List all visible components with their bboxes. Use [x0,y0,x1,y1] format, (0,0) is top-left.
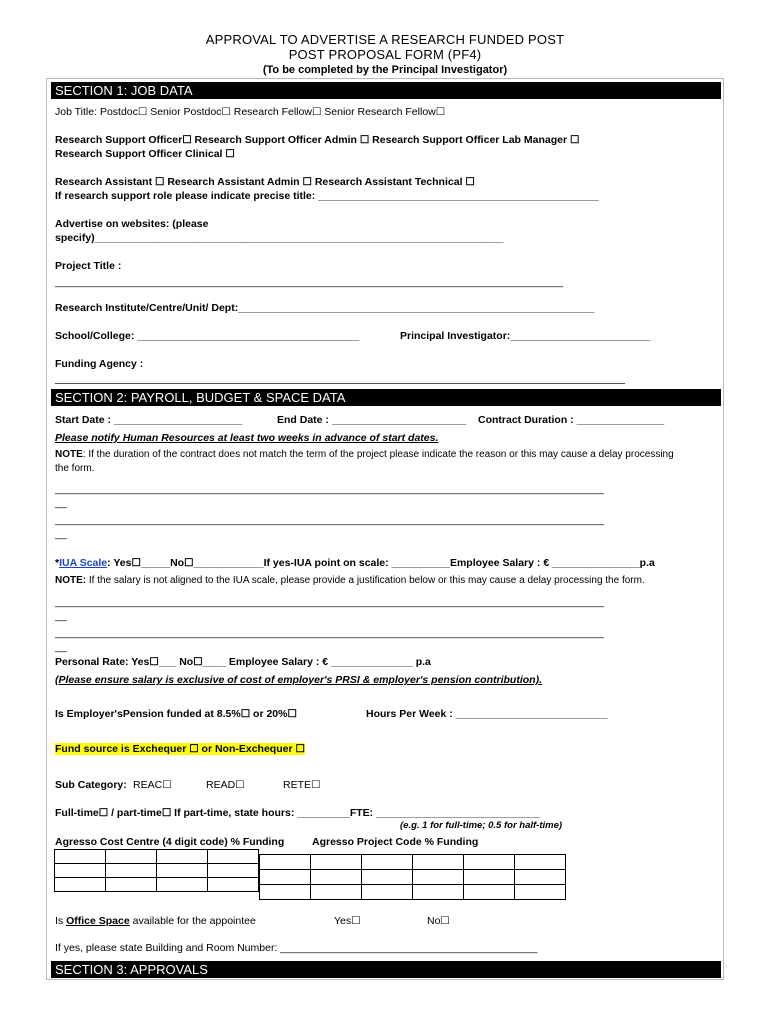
sub-category-label: Sub Category: [55,779,127,791]
form-subtitle: (To be completed by the Principal Investigator) [262,64,508,76]
office-space-question [55,915,256,927]
employment-type-row[interactable]: Full-time☐ / part-time☐ If part-time, state hours: _________FTE: ____________________________ [55,807,540,819]
office-space-link: Office Space [66,915,130,927]
reac-checkbox[interactable]: REAC☐ [133,779,172,791]
form-title-line1: APPROVAL TO ADVERTISE A RESEARCH FUNDED POST [205,32,565,47]
section3-heading: SECTION 3: APPROVALS [51,961,721,978]
funding-agency-label: Funding Agency : [55,358,144,370]
project-code-table[interactable] [259,854,566,900]
iua-scale-row[interactable] [55,557,655,569]
fund-source-row[interactable]: Fund source is Exchequer ☐ or Non-Exchequer ☐ [55,743,305,755]
salary-note-text: If the salary is not aligned to the IUA scale, please provide a justification below or this may cause a delay processing the form. [86,575,645,586]
salary-note [55,575,645,586]
fte-example: (e.g. 1 for full-time; 0.5 for half-time) [400,820,563,831]
research-support-options[interactable]: Research Support Officer☐ Research Support Officer Admin ☐ Research Support Officer Lab Manager ☐ [55,134,580,146]
pension-funding-row[interactable]: Is Employer'sPension funded at 8.5%☐ or 20%☐ [55,708,297,720]
end-date-field[interactable]: End Date : _______________________ [277,414,467,426]
notify-hr-note: Please notify Human Resources at least two weeks in advance of start dates. [55,432,439,444]
principal-investigator-field[interactable]: Principal Investigator:________________________ [400,330,651,342]
salary-justification-line2[interactable]: ______________________________________________________________________________________________ [55,627,604,639]
project-title-field[interactable]: _______________________________________________________________________________________ [55,276,564,288]
iua-scale-fields[interactable]: : Yes☐_____No☐____________If yes-IUA point on scale: __________Employee Salary : € _______________p.a [107,557,655,569]
form-title-line2: POST PROPOSAL FORM (PF4) [288,47,482,62]
cost-centre-table[interactable] [54,849,259,892]
office-space-prefix: Is [55,915,67,927]
salary-justification-line1[interactable]: ______________________________________________________________________________________________ [55,596,604,608]
rete-checkbox[interactable]: RETE☐ [283,779,321,791]
iua-asterisk: * [55,557,60,569]
school-college-field[interactable]: School/College: ______________________________________ [55,330,360,342]
duration-note-label: NOTE [55,449,83,460]
project-code-label: Agresso Project Code % Funding [312,836,479,848]
duration-reason-line1[interactable]: ______________________________________________________________________________________________ [55,483,604,495]
advertise-websites-label: Advertise on websites: (please [55,218,209,230]
research-assistant-options[interactable]: Research Assistant ☐ Research Assistant Admin ☐ Research Assistant Technical ☐ [55,176,475,188]
duration-reason-line2[interactable]: ______________________________________________________________________________________________ [55,514,604,526]
duration-reason-line2b: __ [55,528,67,540]
precise-title-field[interactable]: If research support role please indicate precise title: ________________________________________________ [55,190,599,202]
contract-duration-field[interactable]: Contract Duration : _______________ [478,414,665,426]
duration-note [55,449,674,460]
iua-scale-link[interactable]: IUA Scale [59,557,108,569]
office-space-yes[interactable]: Yes☐ [334,915,361,927]
office-space-no[interactable]: No☐ [427,915,450,927]
personal-rate-row[interactable]: Personal Rate: Yes☐___ No☐____ Employee Salary : € ______________ p.a [55,656,431,668]
duration-reason-line1b: __ [55,497,67,509]
advertise-websites-field[interactable]: specify)______________________________________________________________________ [55,232,504,244]
funding-agency-line [55,383,625,384]
duration-note-text: : If the duration of the contract does not match the term of the project please indicate the reason or this may cause a delay processing [82,449,674,460]
salary-note-label: NOTE: [55,575,87,586]
read-checkbox[interactable]: READ☐ [206,779,245,791]
hours-per-week-field[interactable]: Hours Per Week : __________________________ [366,708,608,720]
research-institute-field[interactable]: Research Institute/Centre/Unit/ Dept:_____________________________________________________________ [55,302,595,314]
salary-justification-line2b: __ [55,641,67,653]
start-date-field[interactable]: Start Date : ______________________ [55,414,243,426]
duration-note-cont: the form. [55,463,95,474]
building-room-field[interactable]: If yes, please state Building and Room Number: ____________________________________________ [55,942,538,954]
salary-justification-line1b: __ [55,610,67,622]
salary-exclusive-note: (Please ensure salary is exclusive of cost of employer's PRSI & employer's pension contribution). [55,674,542,686]
section1-heading: SECTION 1: JOB DATA [51,82,721,99]
section2-heading: SECTION 2: PAYROLL, BUDGET & SPACE DATA [51,389,721,406]
research-support-clinical[interactable]: Research Support Officer Clinical ☐ [55,148,235,160]
project-title-label: Project Title : [55,260,122,272]
office-space-suffix: available for the appointee [129,915,256,927]
job-title-options[interactable]: Job Title: Postdoc☐ Senior Postdoc☐ Research Fellow☐ Senior Research Fellow☐ [55,106,446,118]
cost-centre-label: Agresso Cost Centre (4 digit code) % Funding [55,836,285,848]
